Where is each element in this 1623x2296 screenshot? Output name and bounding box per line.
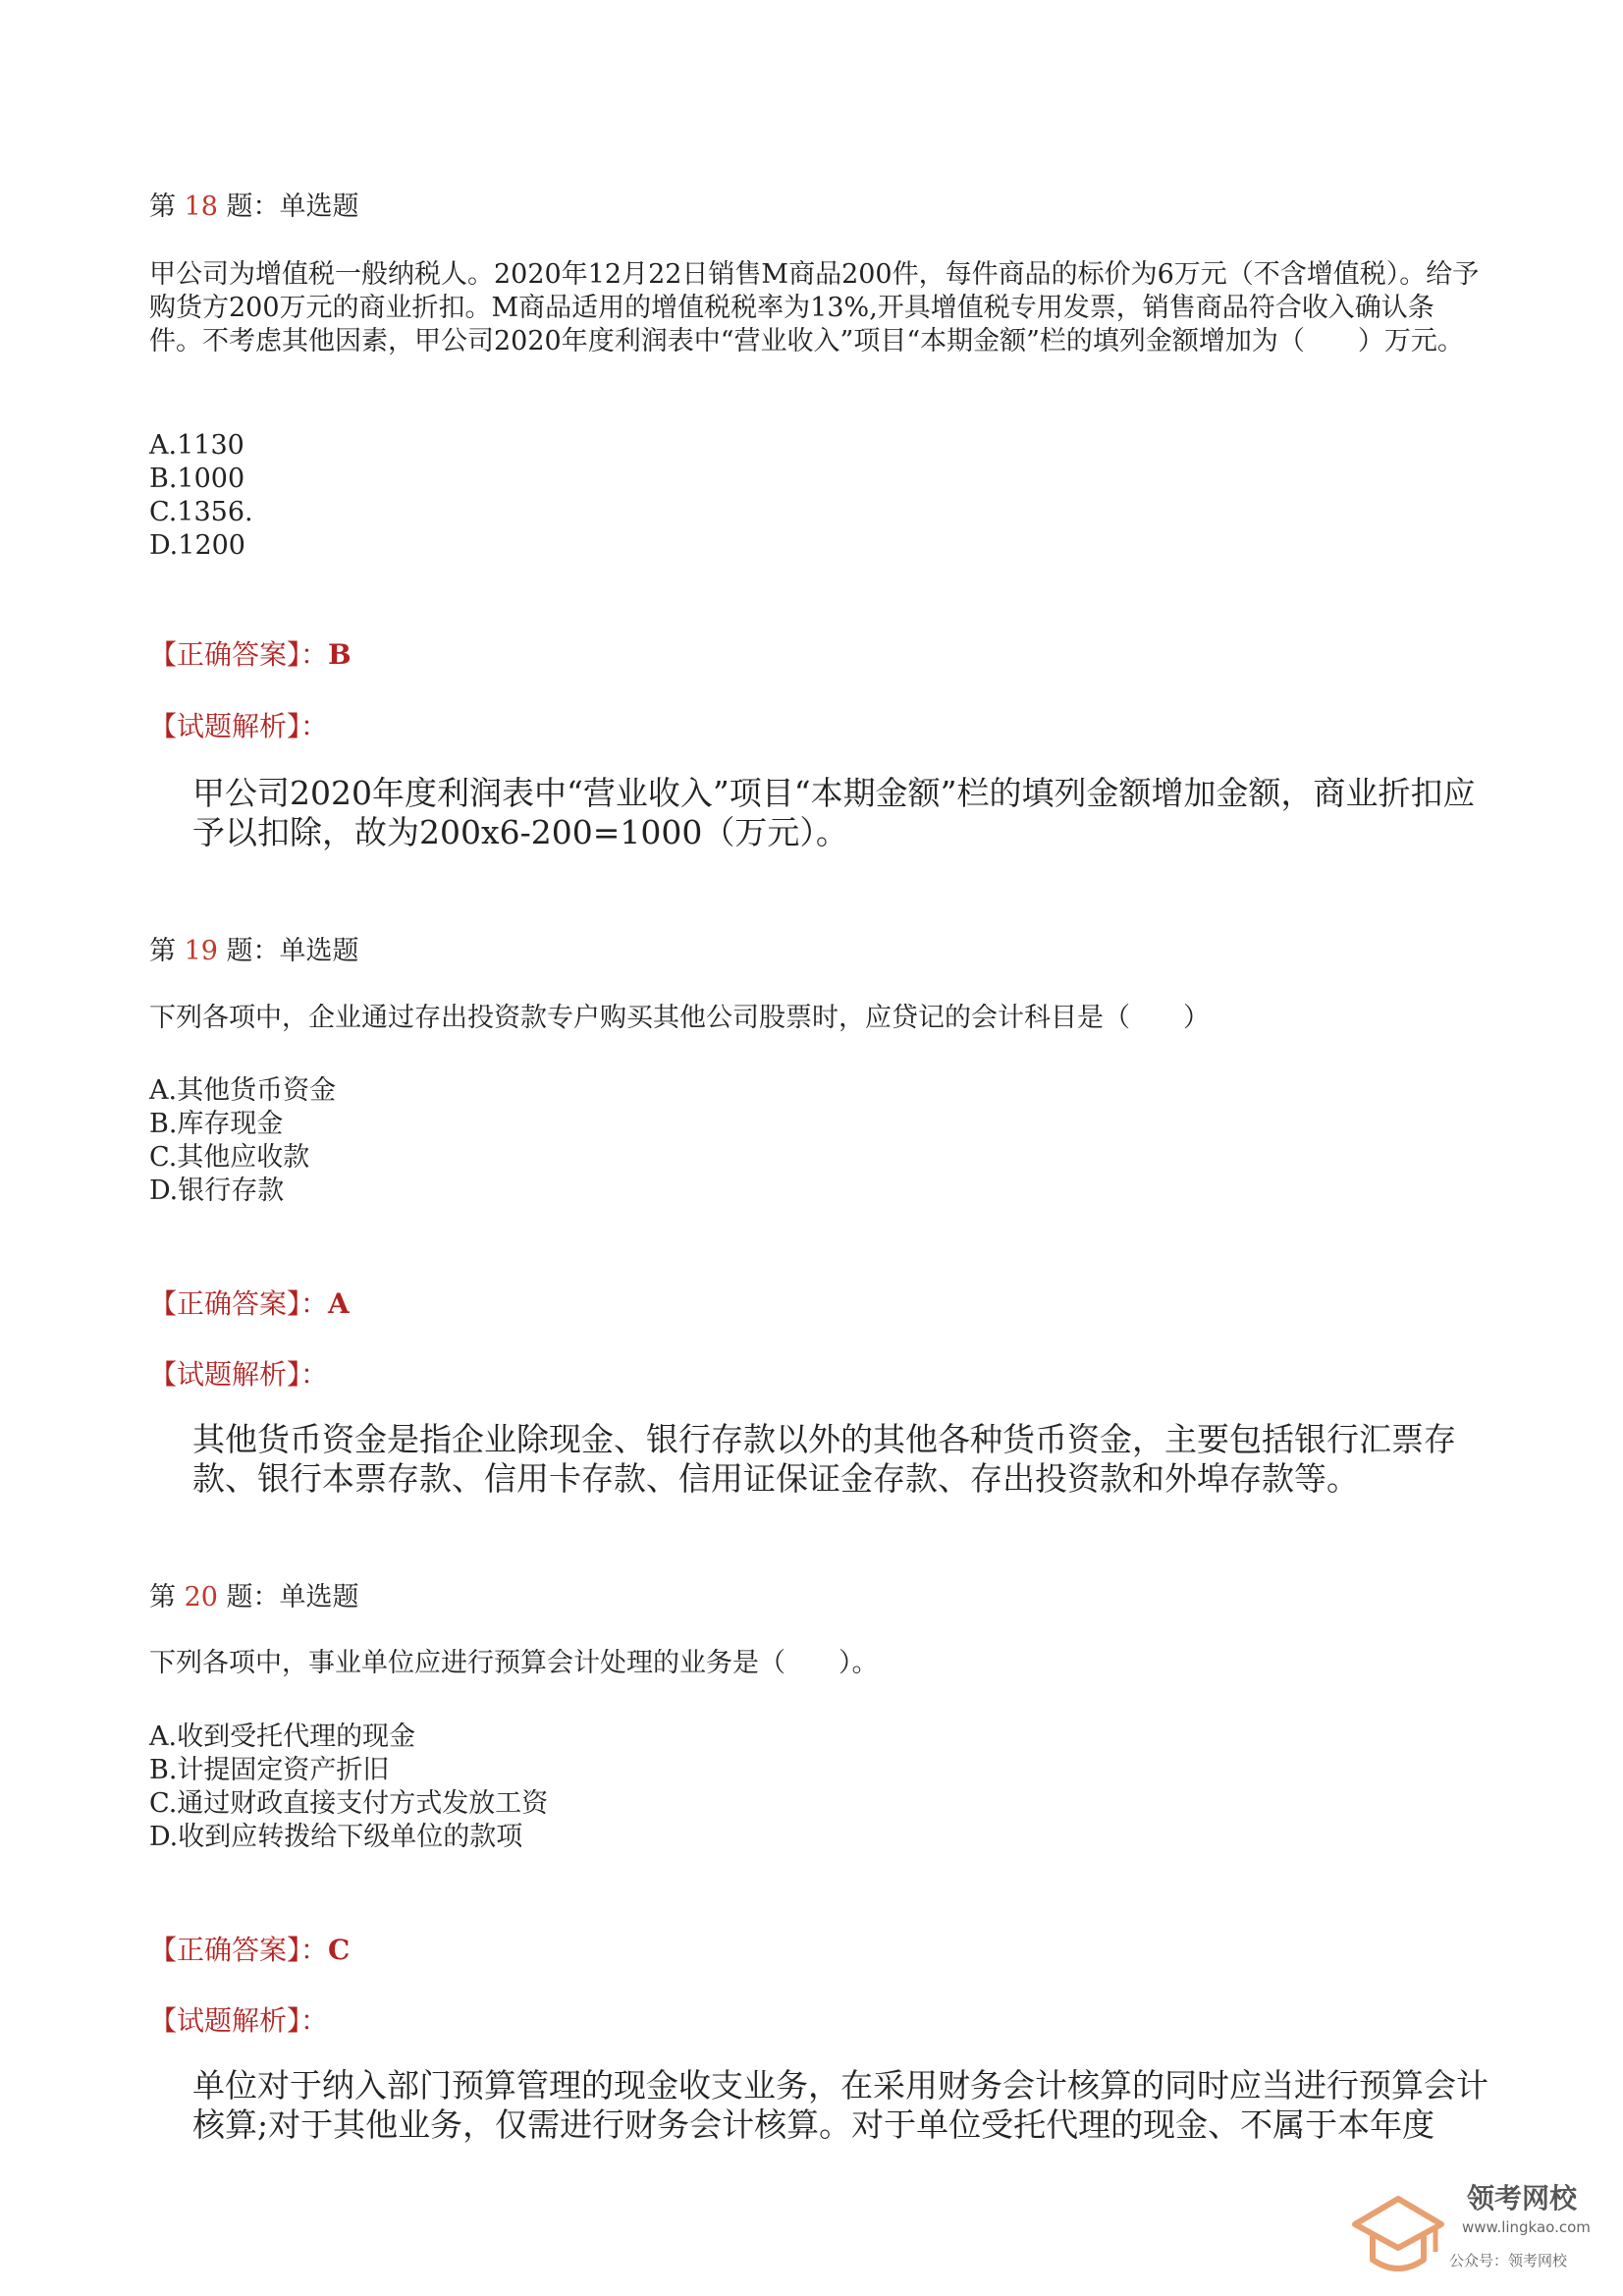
option-c: C.通过财政直接支付方式发放工资 [149,1788,549,1819]
question-18-explanation: 甲公司2020年度利润表中“营业收入”项目“本期金额”栏的填列金额增加金额，商业折扣应予以扣除，故为200x6-200=1000（万元）。 [192,774,1476,851]
question-number: 19 [184,936,218,966]
option-a: A.其他货币资金 [149,1075,337,1106]
watermark-brand: 领考网校 [1467,2182,1578,2214]
option-a: A.1130 [149,430,244,461]
question-20-stem: 下列各项中，事业单位应进行预算会计处理的业务是（ ）。 [149,1648,879,1678]
option-c: C.1356. [149,497,253,527]
option-d: D.1200 [149,530,245,561]
question-prefix: 第 [149,1582,185,1613]
answer-value: B [328,638,352,671]
question-20-explanation: 单位对于纳入部门预算管理的现金收支业务，在采用财务会计核算的同时应当进行预算会计核算;对于其他业务，仅需进行财务会计核算。对于单位受托代理的现金、不属于本年度 [192,2066,1488,2144]
option-b: B.库存现金 [149,1109,284,1139]
option-b: B.1000 [149,464,245,494]
option-a: A.收到受托代理的现金 [149,1722,416,1752]
answer-label: 【正确答案】： [149,1287,329,1320]
question-18-explanation-label: 【试题解析】： [149,710,329,742]
watermark-url: www.lingkao.com [1462,2218,1591,2236]
question-18-options [149,429,253,563]
question-20-answer [149,1929,350,1968]
answer-value: A [328,1287,350,1320]
option-c: C.其他应收款 [149,1142,310,1173]
answer-value: C [328,1934,351,1966]
question-20-explanation-label: 【试题解析】： [149,2004,329,2037]
question-19-explanation-label: 【试题解析】： [149,1358,329,1391]
question-prefix: 第 [149,191,185,222]
question-18-answer [149,633,352,673]
option-d: D.银行存款 [149,1175,285,1206]
graduation-cap-icon [1351,2187,1445,2281]
question-type: 题：单选题 [217,191,359,222]
option-d: D.收到应转拨给下级单位的款项 [149,1822,523,1852]
question-18-stem: 甲公司为增值税一般纳税人。2020年12月22日销售M商品200件，每件商品的标价为6万元（不含增值税）。给予购货方200万元的商业折扣。M商品适用的增值税税率为13%,开具增值税专用发票，销售商品符合收入确认条件。不考虑其他因素，甲公司2020年度利润表中“营业收入”项目“本期金额”栏的填列金额增加为（ ）万元。 [149,259,1480,356]
watermark-account: 公众号：领考网校 [1449,2252,1568,2269]
question-19-stem: 下列各项中，企业通过存出投资款专户购买其他公司股票时，应贷记的会计科目是（ ） [149,1003,1210,1033]
watermark-logo [1351,2175,1606,2288]
question-19-header [149,929,359,967]
answer-label: 【正确答案】： [149,638,329,671]
question-type: 题：单选题 [217,1582,359,1613]
question-number: 20 [184,1582,218,1613]
question-prefix: 第 [149,936,185,966]
question-18-header [149,185,359,223]
question-20-options [149,1721,548,1854]
question-number: 18 [184,191,218,222]
question-19-answer [149,1283,350,1322]
question-20-header [149,1575,359,1613]
question-19-explanation: 其他货币资金是指企业除现金、银行存款以外的其他各种货币资金，主要包括银行汇票存款、银行本票存款、信用卡存款、信用证保证金存款、存出投资款和外埠存款等。 [192,1420,1456,1498]
option-b: B.计提固定资产折旧 [149,1755,390,1785]
answer-label: 【正确答案】： [149,1934,329,1966]
question-type: 题：单选题 [217,936,359,966]
question-19-options [149,1074,336,1208]
